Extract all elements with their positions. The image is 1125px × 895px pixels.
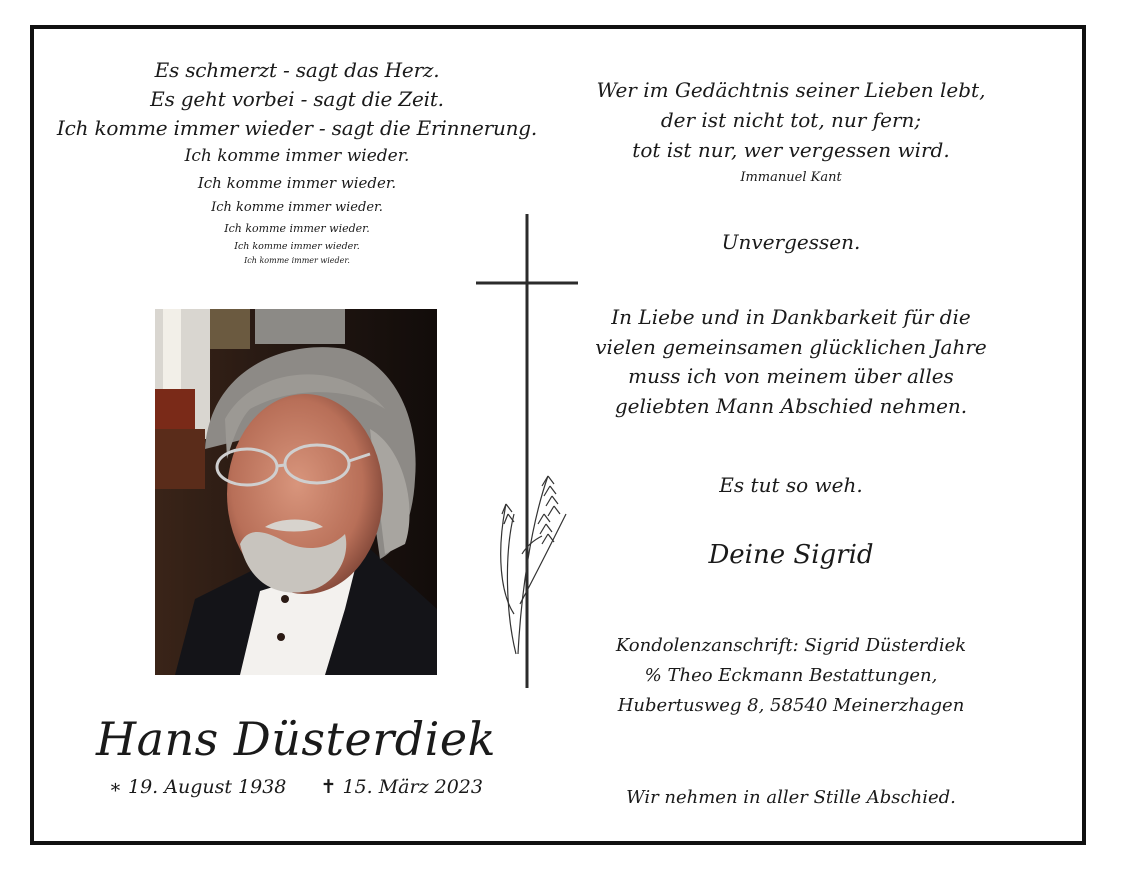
birth-symbol: ∗ [109, 776, 122, 798]
closing-text: Wir nehmen in aller Stille Abschied. [626, 787, 956, 808]
it-hurts-text: Es tut so weh. [719, 473, 863, 497]
cross-with-wheat-icon [476, 214, 578, 688]
farewell-line-3: muss ich von meinem über alles [628, 364, 954, 388]
quote-line-1: Wer im Gedächtnis seiner Lieben lebt, [596, 78, 986, 102]
birth-date: 19. August 1938 [127, 776, 287, 798]
death-date: 15. März 2023 [342, 776, 483, 798]
quote-line-3: tot ist nur, wer vergessen wird. [632, 138, 950, 162]
poem-line-8: Ich komme immer wieder. [234, 241, 360, 252]
poem-line-3: Ich komme immer wieder - sagt die Erinnerung. [56, 116, 538, 140]
farewell-line-2: vielen gemeinsamen glücklichen Jahre [595, 335, 987, 359]
poem-line-2: Es geht vorbei - sagt die Zeit. [150, 87, 444, 111]
poem-line-7: Ich komme immer wieder. [224, 222, 370, 235]
quote-author: Immanuel Kant [740, 170, 842, 185]
quote-line-2: der ist nicht tot, nur fern; [660, 108, 922, 132]
poem-line-5: Ich komme immer wieder. [197, 174, 397, 192]
farewell-line-4: geliebten Mann Abschied nehmen. [614, 394, 968, 418]
condolence-line-1: Kondolenzanschrift: Sigrid Düsterdiek [615, 635, 967, 656]
poem-line-1: Es schmerzt - sagt das Herz. [154, 58, 440, 82]
farewell-line-1: In Liebe und in Dankbarkeit für die [611, 305, 971, 329]
portrait-photo [155, 309, 437, 675]
poem-line-4: Ich komme immer wieder. [184, 146, 410, 166]
poem-line-6: Ich komme immer wieder. [211, 200, 383, 215]
death-symbol: ✝ [320, 776, 337, 798]
signature: Deine Sigrid [708, 540, 874, 570]
condolence-line-3: Hubertusweg 8, 58540 Meinerzhagen [617, 695, 965, 716]
life-dates [109, 776, 483, 798]
deceased-name: Hans Düsterdiek [96, 712, 496, 766]
unforgotten-text: Unvergessen. [721, 230, 861, 254]
poem-line-9: Ich komme immer wieder. [244, 256, 350, 265]
condolence-line-2: % Theo Eckmann Bestattungen, [644, 665, 938, 686]
